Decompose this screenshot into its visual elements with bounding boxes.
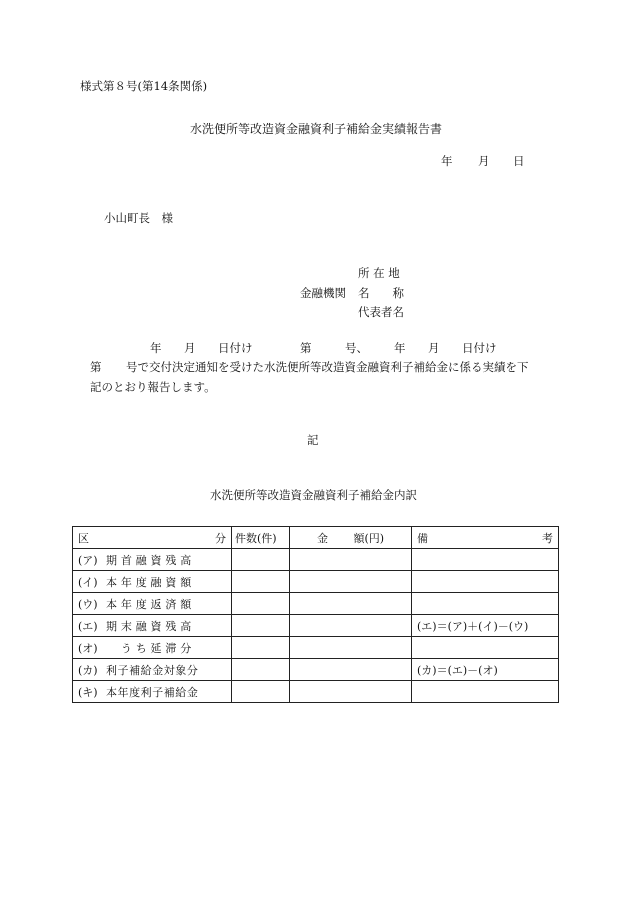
amount-cell [290,659,412,681]
body-line1-part: 年 [150,341,162,355]
body-line1-part: 日付け [218,341,253,355]
body-line3: 記のとおり報告します。 [90,380,216,394]
amount-cell [290,549,412,571]
amount-cell [290,637,412,659]
row-label [73,615,232,637]
header-remarks-right: 考 [542,531,553,545]
table-title: 水洗便所等改造資金融資利子補給金内訳 [210,488,417,502]
count-cell [232,593,290,615]
header-remarks [412,527,559,549]
amount-cell [290,615,412,637]
remarks-cell [412,681,559,703]
date-day: 日 [513,154,525,168]
body-line1-part: 第 [300,341,312,355]
row-code: (キ) [78,685,98,699]
header-amount-right: 額(円) [353,531,385,545]
row-label [73,681,232,703]
table-row [73,681,559,703]
row-label [73,659,232,681]
remarks-cell [412,571,559,593]
row-label [73,637,232,659]
amount-cell [290,593,412,615]
body-line2: 号で交付決定通知を受けた水洗便所等改造資金融資利子補給金に係る実績を下 [126,360,529,374]
row-code: (ア) [78,553,98,567]
count-cell [232,615,290,637]
count-cell [232,681,290,703]
row-name: 利子補給金対象分 [106,663,199,677]
row-name: 本年度返済額 [106,597,196,611]
row-label [73,593,232,615]
remarks-cell [412,549,559,571]
row-code: (イ) [78,575,98,589]
ki-marker: 記 [307,433,319,447]
header-category-left: 区 [78,531,89,545]
representative-label: 代表者名 [358,305,404,319]
row-code: (カ) [78,663,98,677]
date-year: 年 [441,154,453,168]
remarks-cell [412,593,559,615]
amount-cell [290,571,412,593]
row-name: うち延滞分 [106,641,196,655]
header-category [73,527,232,549]
body-line1-part: 日付け [462,341,497,355]
row-code: (オ) [78,641,98,655]
date-month: 月 [478,154,490,168]
row-name: 本年度融資額 [106,575,196,589]
table-row [73,593,559,615]
count-cell [232,571,290,593]
count-cell [232,637,290,659]
breakdown-table [72,526,559,703]
table-row [73,659,559,681]
table-row [73,549,559,571]
table-row [73,571,559,593]
remarks-cell: (カ)＝(エ)－(オ) [412,659,559,681]
body-line1-part: 年 [394,341,406,355]
remarks-cell: (エ)＝(ア)＋(イ)－(ウ) [412,615,559,637]
row-label [73,549,232,571]
body-line1-part: 月 [428,341,440,355]
table-row [73,637,559,659]
table-header-row [73,527,559,549]
header-remarks-left: 備 [417,531,428,545]
count-cell [232,659,290,681]
document-title: 水洗便所等改造資金融資利子補給金実績報告書 [190,122,443,136]
body-line2-start: 第 [90,360,102,374]
count-cell [232,549,290,571]
row-name: 期首融資残高 [106,553,196,567]
row-code: (ウ) [78,597,98,611]
amount-cell [290,681,412,703]
header-category-right: 分 [215,531,226,545]
header-amount-left: 金 [317,531,328,545]
table-row [73,615,559,637]
institution-label: 金融機関 [300,286,346,300]
row-label [73,571,232,593]
addressee: 小山町長 様 [104,211,173,225]
remarks-cell [412,637,559,659]
row-name: 本年度利子補給金 [106,685,199,699]
header-amount [290,527,412,549]
body-line1-part: 号、 [345,341,368,355]
address-label: 所 在 地 [358,266,400,280]
form-number: 様式第８号(第14条関係) [80,79,208,93]
body-line1-part: 月 [184,341,196,355]
header-count: 件数(件) [232,527,290,549]
row-code: (エ) [78,619,98,633]
row-name: 期末融資残高 [106,619,196,633]
name-label: 名 称 [358,286,404,300]
